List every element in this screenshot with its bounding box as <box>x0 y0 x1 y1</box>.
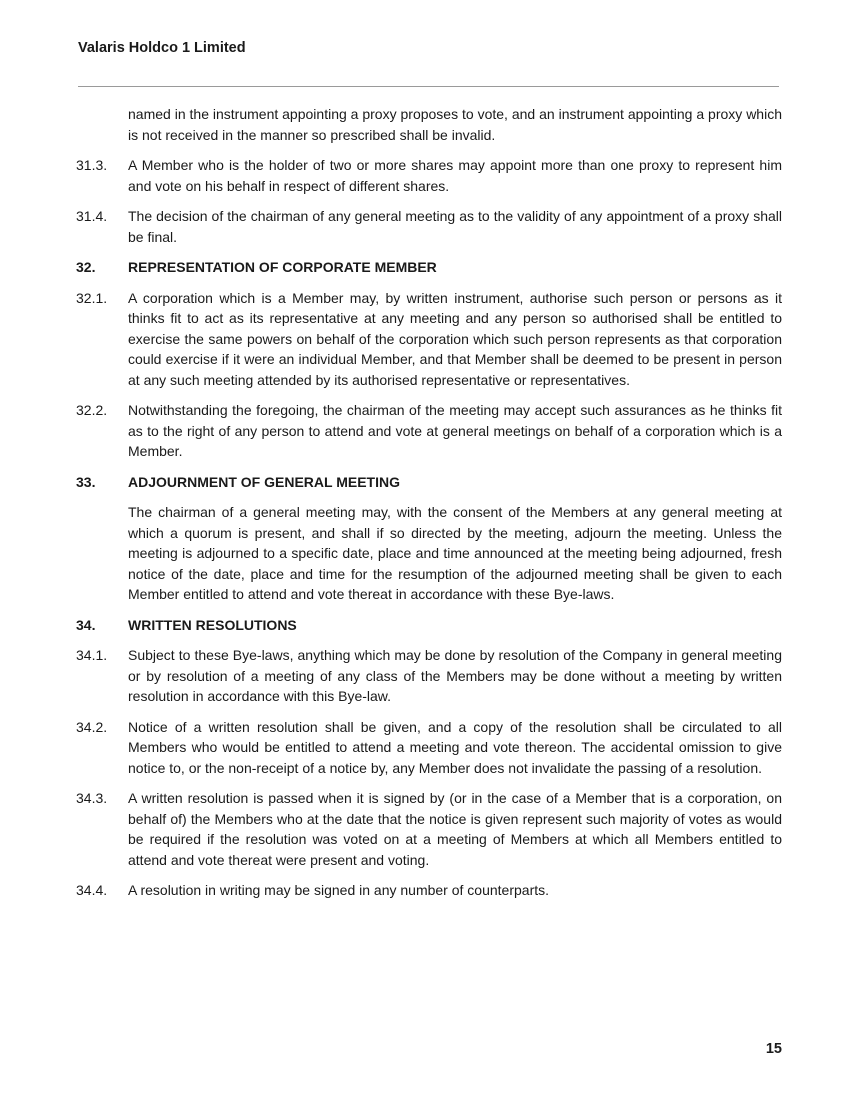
clause-text: named in the instrument appointing a proxy proposes to vote, and an instrument appointing a proxy which is not received in the manner so prescribed shall be invalid. <box>128 106 782 143</box>
clause-text: A resolution in writing may be signed in any number of counterparts. <box>128 882 550 898</box>
clause-number: 34.4. <box>76 882 108 898</box>
clause-number <box>76 104 128 145</box>
clause-31-2-continuation <box>76 104 782 145</box>
clause-34-2 <box>76 717 782 779</box>
section-number: 33. <box>76 473 96 490</box>
clause-text: The chairman of a general meeting may, with the consent of the Members at any general meeting at which a quorum is present, and shall if so directed by the meeting, adjourn the meeting. Unless the meeting is adjourned to a specific date, place and time announced at the meeting being adjourned, fresh notice of the date, place and time for the resumption of the adjourned meeting shall be given to each Member entitled to attend and vote thereat in accordance with these Bye-laws. <box>128 504 782 602</box>
clause-number: 34.3. <box>76 790 108 806</box>
clause-32-1 <box>76 288 782 391</box>
clause-number: 32.2. <box>76 402 108 418</box>
section-heading-33 <box>76 472 782 493</box>
clause-text: A written resolution is passed when it is signed by (or in the case of a Member that is a corporation, on behalf of) the Members who at the date that the notice is given represent such majority of votes as would be required if the resolution was voted on at a meeting of Members at which all Members entitled to attend and vote thereat were present and voting. <box>128 790 782 868</box>
clause-number: 34.1. <box>76 647 108 663</box>
clause-number: 31.3. <box>76 157 108 173</box>
clause-text: The decision of the chairman of any general meeting as to the validity of any appointment of a proxy shall be final. <box>128 208 782 245</box>
clause-text: A corporation which is a Member may, by written instrument, authorise such person or persons as it thinks fit to act as its representative at any meeting and any person so authorised shall be entitled to exercise the same powers on behalf of the corporation which such person represents as that corporation could exercise if it were an individual Member, and that Member shall be deemed to be present in person at any such meeting attended by its authorised representative or representatives. <box>128 289 782 388</box>
clause-34-3 <box>76 788 782 870</box>
clause-34-4 <box>76 880 782 901</box>
clause-number <box>76 502 128 605</box>
clause-31-4 <box>76 206 782 247</box>
section-title: ADJOURNMENT OF GENERAL MEETING <box>128 473 400 490</box>
clause-33-body <box>76 502 782 605</box>
clause-number: 31.4. <box>76 208 108 224</box>
page-number: 15 <box>765 1041 782 1057</box>
clause-text: Notice of a written resolution shall be given, and a copy of the resolution shall be circulated to all Members who would be entitled to attend a meeting and vote thereon. The accidental omission to give notice to, or the non-receipt of a notice by, any Member does not invalidate the passing of a resolution. <box>128 718 782 776</box>
clause-text: Notwithstanding the foregoing, the chairman of the meeting may accept such assurances as he thinks fit as to the right of any person to attend and vote at general meetings on behalf of a corporation which is a Member. <box>128 402 782 459</box>
section-heading-34 <box>76 615 782 636</box>
clause-31-3 <box>76 155 782 196</box>
section-title: REPRESENTATION OF CORPORATE MEMBER <box>128 259 437 275</box>
clause-text: A Member who is the holder of two or more shares may appoint more than one proxy to represent him and vote on his behalf in respect of different shares. <box>128 157 782 194</box>
clause-number: 34.2. <box>76 718 108 735</box>
section-number: 32. <box>76 259 96 275</box>
clause-number: 32.1. <box>76 289 108 306</box>
header-divider <box>78 86 779 87</box>
section-heading-32 <box>76 257 782 278</box>
clause-32-2 <box>76 400 782 462</box>
section-number: 34. <box>76 616 96 633</box>
document-body <box>76 104 782 911</box>
section-title: WRITTEN RESOLUTIONS <box>128 616 297 633</box>
clause-text: Subject to these Bye-laws, anything which may be done by resolution of the Company in general meeting or by resolution of a meeting of any class of the Members may be done without a meeting by written resolution in accordance with this Bye-law. <box>128 647 782 704</box>
document-header-title: Valaris Holdco 1 Limited <box>78 40 246 56</box>
clause-34-1 <box>76 645 782 707</box>
